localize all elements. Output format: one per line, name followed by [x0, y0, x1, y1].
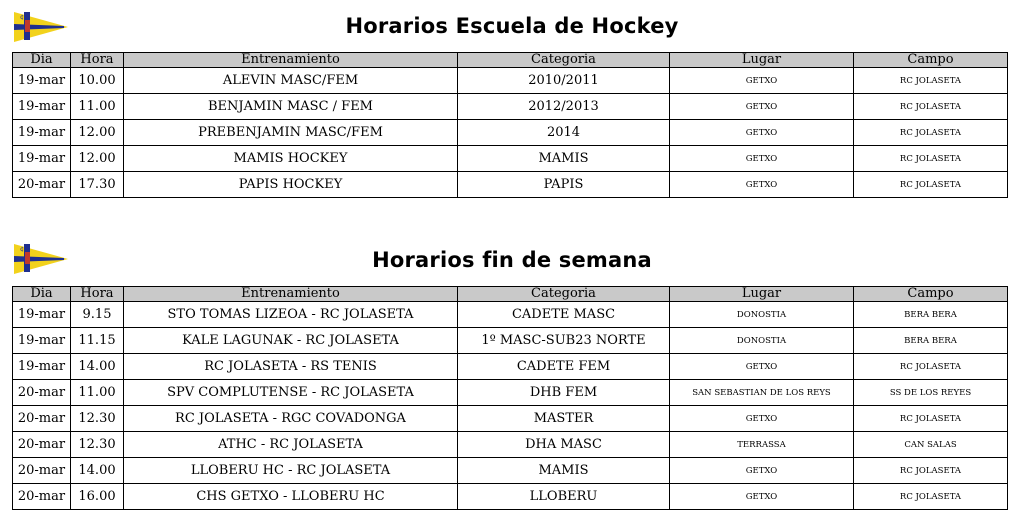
col-header-categoria: Categoria [458, 53, 670, 68]
cell-campo: RC JOLASETA [854, 68, 1008, 94]
table-row [13, 172, 1008, 198]
col-header-categoria: Categoria [458, 287, 670, 302]
cell-dia: 19-mar [13, 146, 71, 172]
cell-hora: 14.00 [71, 458, 124, 484]
table-row [13, 328, 1008, 354]
col-header-lugar: Lugar [670, 53, 854, 68]
cell-categoria: MAMIS [458, 458, 670, 484]
cell-dia: 19-mar [13, 120, 71, 146]
table-row [13, 120, 1008, 146]
cell-hora: 11.00 [71, 380, 124, 406]
school-schedule-table [12, 52, 1008, 198]
cell-entrenamiento: KALE LAGUNAK - RC JOLASETA [124, 328, 458, 354]
cell-entrenamiento: LLOBERU HC - RC JOLASETA [124, 458, 458, 484]
cell-dia: 19-mar [13, 94, 71, 120]
cell-hora: 11.00 [71, 94, 124, 120]
cell-campo: RC JOLASETA [854, 354, 1008, 380]
col-header-entrenamiento: Entrenamiento [124, 53, 458, 68]
cell-lugar: GETXO [670, 484, 854, 510]
cell-campo: BERA BERA [854, 328, 1008, 354]
cell-lugar: GETXO [670, 68, 854, 94]
cell-campo: RC JOLASETA [854, 120, 1008, 146]
cell-categoria: CADETE FEM [458, 354, 670, 380]
cell-hora: 16.00 [71, 484, 124, 510]
cell-dia: 20-mar [13, 458, 71, 484]
cell-dia: 19-mar [13, 68, 71, 94]
col-header-entrenamiento: Entrenamiento [124, 287, 458, 302]
cell-hora: 12.30 [71, 432, 124, 458]
cell-hora: 10.00 [71, 68, 124, 94]
cell-entrenamiento: MAMIS HOCKEY [124, 146, 458, 172]
cell-categoria: 2012/2013 [458, 94, 670, 120]
cell-lugar: DONOSTIA [670, 328, 854, 354]
cell-entrenamiento: SPV COMPLUTENSE - RC JOLASETA [124, 380, 458, 406]
cell-lugar: GETXO [670, 406, 854, 432]
cell-campo: CAN SALAS [854, 432, 1008, 458]
weekend-schedule-table [12, 286, 1008, 510]
table-row [13, 354, 1008, 380]
cell-entrenamiento: RC JOLASETA - RGC COVADONGA [124, 406, 458, 432]
cell-entrenamiento: STO TOMAS LIZEOA - RC JOLASETA [124, 302, 458, 328]
col-header-hora: Hora [71, 287, 124, 302]
cell-campo: RC JOLASETA [854, 146, 1008, 172]
cell-lugar: GETXO [670, 120, 854, 146]
cell-categoria: PAPIS [458, 172, 670, 198]
cell-hora: 11.15 [71, 328, 124, 354]
cell-campo: RC JOLASETA [854, 172, 1008, 198]
cell-dia: 20-mar [13, 380, 71, 406]
cell-entrenamiento: CHS GETXO - LLOBERU HC [124, 484, 458, 510]
cell-dia: 19-mar [13, 302, 71, 328]
cell-dia: 20-mar [13, 432, 71, 458]
cell-categoria: MASTER [458, 406, 670, 432]
cell-categoria: MAMIS [458, 146, 670, 172]
cell-dia: 19-mar [13, 354, 71, 380]
table-row [13, 406, 1008, 432]
cell-entrenamiento: RC JOLASETA - RS TENIS [124, 354, 458, 380]
cell-lugar: GETXO [670, 458, 854, 484]
cell-entrenamiento: PAPIS HOCKEY [124, 172, 458, 198]
cell-campo: RC JOLASETA [854, 458, 1008, 484]
table-row [13, 484, 1008, 510]
cell-categoria: DHA MASC [458, 432, 670, 458]
cell-categoria: LLOBERU [458, 484, 670, 510]
cell-categoria: CADETE MASC [458, 302, 670, 328]
cell-hora: 9.15 [71, 302, 124, 328]
cell-campo: RC JOLASETA [854, 484, 1008, 510]
cell-hora: 14.00 [71, 354, 124, 380]
cell-lugar: GETXO [670, 172, 854, 198]
table-row [13, 302, 1008, 328]
cell-dia: 20-mar [13, 484, 71, 510]
cell-entrenamiento: PREBENJAMIN MASC/FEM [124, 120, 458, 146]
cell-lugar: GETXO [670, 354, 854, 380]
weekend-title: Horarios fin de semana [372, 248, 652, 272]
svg-text:¢: ¢ [20, 14, 24, 21]
table-header-row [13, 287, 1008, 302]
col-header-campo: Campo [854, 53, 1008, 68]
cell-campo: BERA BERA [854, 302, 1008, 328]
cell-campo: RC JOLASETA [854, 406, 1008, 432]
cell-campo: RC JOLASETA [854, 94, 1008, 120]
table-row [13, 146, 1008, 172]
cell-lugar: GETXO [670, 146, 854, 172]
table-row [13, 380, 1008, 406]
col-header-hora: Hora [71, 53, 124, 68]
cell-categoria: 1º MASC-SUB23 NORTE [458, 328, 670, 354]
col-header-dia: Dia [13, 53, 71, 68]
cell-lugar: GETXO [670, 94, 854, 120]
cell-lugar: DONOSTIA [670, 302, 854, 328]
school-title: Horarios Escuela de Hockey [345, 14, 679, 38]
col-header-dia: Dia [13, 287, 71, 302]
cell-entrenamiento: ALEVIN MASC/FEM [124, 68, 458, 94]
table-row [13, 68, 1008, 94]
cell-lugar: SAN SEBASTIAN DE LOS REYS [670, 380, 854, 406]
cell-campo: SS DE LOS REYES [854, 380, 1008, 406]
table-header-row [13, 53, 1008, 68]
svg-text:¢: ¢ [20, 246, 24, 253]
cell-categoria: 2014 [458, 120, 670, 146]
table-row [13, 432, 1008, 458]
cell-entrenamiento: ATHC - RC JOLASETA [124, 432, 458, 458]
cell-entrenamiento: BENJAMIN MASC / FEM [124, 94, 458, 120]
col-header-lugar: Lugar [670, 287, 854, 302]
cell-categoria: 2010/2011 [458, 68, 670, 94]
cell-dia: 20-mar [13, 172, 71, 198]
cell-categoria: DHB FEM [458, 380, 670, 406]
cell-dia: 19-mar [13, 328, 71, 354]
table-row [13, 94, 1008, 120]
cell-dia: 20-mar [13, 406, 71, 432]
cell-hora: 12.00 [71, 146, 124, 172]
col-header-campo: Campo [854, 287, 1008, 302]
table-row [13, 458, 1008, 484]
cell-hora: 12.30 [71, 406, 124, 432]
cell-lugar: TERRASSA [670, 432, 854, 458]
cell-hora: 12.00 [71, 120, 124, 146]
cell-hora: 17.30 [71, 172, 124, 198]
